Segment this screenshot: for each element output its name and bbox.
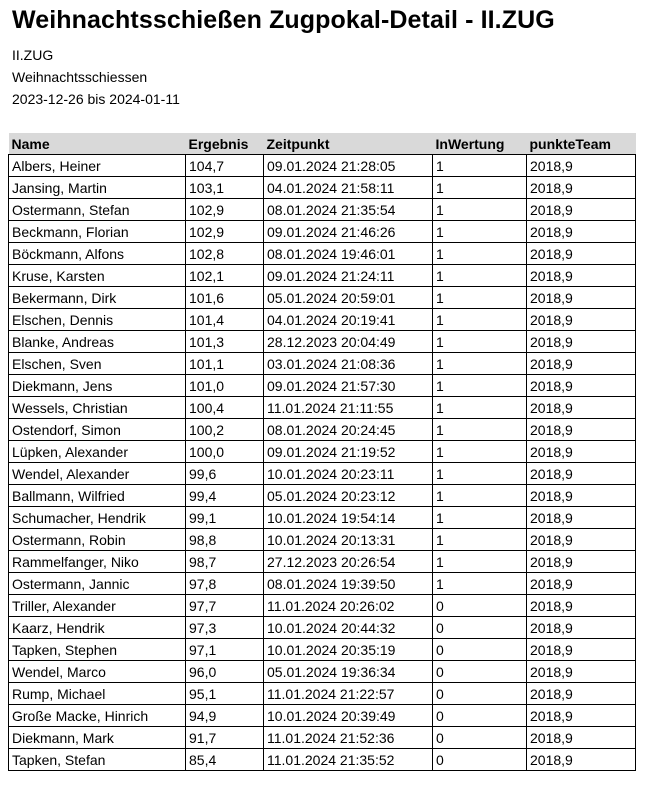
- inwertung-cell: 1: [433, 375, 527, 397]
- ergebnis-cell: 102,8: [186, 243, 264, 265]
- punkteteam-cell: 2018,9: [527, 265, 636, 287]
- zeitpunkt-cell: 09.01.2024 21:28:05: [264, 155, 433, 177]
- zeitpunkt-cell: 11.01.2024 21:35:52: [264, 749, 433, 771]
- table-row: [9, 507, 636, 529]
- table-row: [9, 617, 636, 639]
- zeitpunkt-cell: 10.01.2024 20:23:11: [264, 463, 433, 485]
- zeitpunkt-cell: 08.01.2024 20:24:45: [264, 419, 433, 441]
- punkteteam-cell: 2018,9: [527, 221, 636, 243]
- ergebnis-cell: 102,9: [186, 221, 264, 243]
- punkteteam-cell: 2018,9: [527, 661, 636, 683]
- punkteteam-cell: 2018,9: [527, 419, 636, 441]
- ergebnis-cell: 103,1: [186, 177, 264, 199]
- name-cell: Rump, Michael: [9, 683, 186, 705]
- table-row: [9, 221, 636, 243]
- inwertung-cell: 1: [433, 177, 527, 199]
- punkteteam-cell: 2018,9: [527, 595, 636, 617]
- ergebnis-cell: 97,7: [186, 595, 264, 617]
- ergebnis-cell: 101,4: [186, 309, 264, 331]
- zeitpunkt-cell: 05.01.2024 20:23:12: [264, 485, 433, 507]
- punkteteam-cell: 2018,9: [527, 353, 636, 375]
- ergebnis-cell: 85,4: [186, 749, 264, 771]
- punkteteam-cell: 2018,9: [527, 727, 636, 749]
- punkteteam-cell: 2018,9: [527, 749, 636, 771]
- zeitpunkt-cell: 11.01.2024 21:52:36: [264, 727, 433, 749]
- punkteteam-cell: 2018,9: [527, 309, 636, 331]
- header-zeitpunkt: Zeitpunkt: [264, 133, 433, 155]
- inwertung-cell: 1: [433, 309, 527, 331]
- ergebnis-cell: 101,3: [186, 331, 264, 353]
- table-row: [9, 573, 636, 595]
- table-row: [9, 199, 636, 221]
- zeitpunkt-cell: 10.01.2024 19:54:14: [264, 507, 433, 529]
- table-row: [9, 243, 636, 265]
- name-cell: Wessels, Christian: [9, 397, 186, 419]
- ergebnis-cell: 101,6: [186, 287, 264, 309]
- zeitpunkt-cell: 10.01.2024 20:13:31: [264, 529, 433, 551]
- punkteteam-cell: 2018,9: [527, 639, 636, 661]
- name-cell: Tapken, Stephen: [9, 639, 186, 661]
- zeitpunkt-cell: 09.01.2024 21:24:11: [264, 265, 433, 287]
- table-row: [9, 441, 636, 463]
- header-inwertung: InWertung: [433, 133, 527, 155]
- table-row: [9, 661, 636, 683]
- name-cell: Lüpken, Alexander: [9, 441, 186, 463]
- inwertung-cell: 1: [433, 155, 527, 177]
- zeitpunkt-cell: 08.01.2024 19:46:01: [264, 243, 433, 265]
- header-ergebnis: Ergebnis: [186, 133, 264, 155]
- page-title: Weihnachtsschießen Zugpokal-Detail - II.ZUG: [12, 6, 555, 34]
- table-row: [9, 155, 636, 177]
- punkteteam-cell: 2018,9: [527, 485, 636, 507]
- punkteteam-cell: 2018,9: [527, 243, 636, 265]
- table-row: [9, 309, 636, 331]
- ergebnis-cell: 100,2: [186, 419, 264, 441]
- zeitpunkt-cell: 10.01.2024 20:39:49: [264, 705, 433, 727]
- zeitpunkt-cell: 28.12.2023 20:04:49: [264, 331, 433, 353]
- inwertung-cell: 0: [433, 661, 527, 683]
- table-row: [9, 727, 636, 749]
- name-cell: Blanke, Andreas: [9, 331, 186, 353]
- inwertung-cell: 0: [433, 705, 527, 727]
- header-name: Name: [9, 133, 186, 155]
- ergebnis-cell: 97,8: [186, 573, 264, 595]
- punkteteam-cell: 2018,9: [527, 617, 636, 639]
- zeitpunkt-cell: 04.01.2024 20:19:41: [264, 309, 433, 331]
- name-cell: Ostermann, Jannic: [9, 573, 186, 595]
- ergebnis-cell: 101,0: [186, 375, 264, 397]
- punkteteam-cell: 2018,9: [527, 331, 636, 353]
- ergebnis-cell: 98,7: [186, 551, 264, 573]
- name-cell: Jansing, Martin: [9, 177, 186, 199]
- results-table: [8, 133, 636, 771]
- table-row: [9, 353, 636, 375]
- name-cell: Bekermann, Dirk: [9, 287, 186, 309]
- zeitpunkt-cell: 10.01.2024 20:35:19: [264, 639, 433, 661]
- inwertung-cell: 1: [433, 551, 527, 573]
- inwertung-cell: 1: [433, 221, 527, 243]
- inwertung-cell: 0: [433, 727, 527, 749]
- zeitpunkt-cell: 04.01.2024 21:58:11: [264, 177, 433, 199]
- zeitpunkt-cell: 09.01.2024 21:57:30: [264, 375, 433, 397]
- ergebnis-cell: 100,4: [186, 397, 264, 419]
- name-cell: Triller, Alexander: [9, 595, 186, 617]
- zug-label: II.ZUG: [12, 47, 54, 63]
- table-row: [9, 463, 636, 485]
- zeitpunkt-cell: 10.01.2024 20:44:32: [264, 617, 433, 639]
- inwertung-cell: 1: [433, 265, 527, 287]
- event-label: Weihnachtsschiessen: [12, 69, 148, 85]
- inwertung-cell: 1: [433, 529, 527, 551]
- zeitpunkt-cell: 27.12.2023 20:26:54: [264, 551, 433, 573]
- name-cell: Wendel, Marco: [9, 661, 186, 683]
- table-row: [9, 397, 636, 419]
- zeitpunkt-cell: 03.01.2024 21:08:36: [264, 353, 433, 375]
- table-row: [9, 529, 636, 551]
- name-cell: Rammelfanger, Niko: [9, 551, 186, 573]
- punkteteam-cell: 2018,9: [527, 529, 636, 551]
- inwertung-cell: 0: [433, 595, 527, 617]
- ergebnis-cell: 99,1: [186, 507, 264, 529]
- ergebnis-cell: 98,8: [186, 529, 264, 551]
- ergebnis-cell: 97,1: [186, 639, 264, 661]
- name-cell: Elschen, Sven: [9, 353, 186, 375]
- name-cell: Tapken, Stefan: [9, 749, 186, 771]
- ergebnis-cell: 99,4: [186, 485, 264, 507]
- punkteteam-cell: 2018,9: [527, 507, 636, 529]
- ergebnis-cell: 97,3: [186, 617, 264, 639]
- name-cell: Große Macke, Hinrich: [9, 705, 186, 727]
- inwertung-cell: 1: [433, 243, 527, 265]
- name-cell: Ostendorf, Simon: [9, 419, 186, 441]
- zeitpunkt-cell: 09.01.2024 21:46:26: [264, 221, 433, 243]
- ergebnis-cell: 96,0: [186, 661, 264, 683]
- punkteteam-cell: 2018,9: [527, 683, 636, 705]
- table-row: [9, 705, 636, 727]
- name-cell: Diekmann, Jens: [9, 375, 186, 397]
- zeitpunkt-cell: 08.01.2024 19:39:50: [264, 573, 433, 595]
- punkteteam-cell: 2018,9: [527, 177, 636, 199]
- name-cell: Albers, Heiner: [9, 155, 186, 177]
- punkteteam-cell: 2018,9: [527, 705, 636, 727]
- table-header-row: [9, 133, 636, 155]
- ergebnis-cell: 102,1: [186, 265, 264, 287]
- ergebnis-cell: 99,6: [186, 463, 264, 485]
- inwertung-cell: 1: [433, 287, 527, 309]
- name-cell: Wendel, Alexander: [9, 463, 186, 485]
- table-row: [9, 265, 636, 287]
- table-row: [9, 485, 636, 507]
- punkteteam-cell: 2018,9: [527, 375, 636, 397]
- zeitpunkt-cell: 11.01.2024 21:11:55: [264, 397, 433, 419]
- header-punkteteam: punkteTeam: [527, 133, 636, 155]
- zeitpunkt-cell: 05.01.2024 19:36:34: [264, 661, 433, 683]
- inwertung-cell: 1: [433, 331, 527, 353]
- ergebnis-cell: 104,7: [186, 155, 264, 177]
- table-row: [9, 551, 636, 573]
- inwertung-cell: 1: [433, 397, 527, 419]
- zeitpunkt-cell: 05.01.2024 20:59:01: [264, 287, 433, 309]
- table-row: [9, 331, 636, 353]
- name-cell: Elschen, Dennis: [9, 309, 186, 331]
- inwertung-cell: 1: [433, 507, 527, 529]
- punkteteam-cell: 2018,9: [527, 441, 636, 463]
- table-row: [9, 749, 636, 771]
- name-cell: Schumacher, Hendrik: [9, 507, 186, 529]
- punkteteam-cell: 2018,9: [527, 199, 636, 221]
- name-cell: Böckmann, Alfons: [9, 243, 186, 265]
- zeitpunkt-cell: 11.01.2024 21:22:57: [264, 683, 433, 705]
- inwertung-cell: 1: [433, 419, 527, 441]
- zeitpunkt-cell: 11.01.2024 20:26:02: [264, 595, 433, 617]
- table-row: [9, 639, 636, 661]
- punkteteam-cell: 2018,9: [527, 551, 636, 573]
- table-row: [9, 419, 636, 441]
- name-cell: Kruse, Karsten: [9, 265, 186, 287]
- ergebnis-cell: 101,1: [186, 353, 264, 375]
- inwertung-cell: 1: [433, 353, 527, 375]
- punkteteam-cell: 2018,9: [527, 397, 636, 419]
- punkteteam-cell: 2018,9: [527, 573, 636, 595]
- table-row: [9, 287, 636, 309]
- inwertung-cell: 1: [433, 573, 527, 595]
- ergebnis-cell: 95,1: [186, 683, 264, 705]
- table-body: [9, 155, 636, 771]
- name-cell: Ballmann, Wilfried: [9, 485, 186, 507]
- punkteteam-cell: 2018,9: [527, 287, 636, 309]
- punkteteam-cell: 2018,9: [527, 463, 636, 485]
- inwertung-cell: 1: [433, 463, 527, 485]
- ergebnis-cell: 100,0: [186, 441, 264, 463]
- table-row: [9, 595, 636, 617]
- table-row: [9, 375, 636, 397]
- zeitpunkt-cell: 09.01.2024 21:19:52: [264, 441, 433, 463]
- name-cell: Kaarz, Hendrik: [9, 617, 186, 639]
- ergebnis-cell: 94,9: [186, 705, 264, 727]
- table-row: [9, 683, 636, 705]
- inwertung-cell: 1: [433, 485, 527, 507]
- ergebnis-cell: 102,9: [186, 199, 264, 221]
- name-cell: Diekmann, Mark: [9, 727, 186, 749]
- inwertung-cell: 1: [433, 441, 527, 463]
- inwertung-cell: 1: [433, 199, 527, 221]
- inwertung-cell: 0: [433, 683, 527, 705]
- ergebnis-cell: 91,7: [186, 727, 264, 749]
- name-cell: Beckmann, Florian: [9, 221, 186, 243]
- zeitpunkt-cell: 08.01.2024 21:35:54: [264, 199, 433, 221]
- inwertung-cell: 0: [433, 749, 527, 771]
- name-cell: Ostermann, Robin: [9, 529, 186, 551]
- inwertung-cell: 0: [433, 617, 527, 639]
- name-cell: Ostermann, Stefan: [9, 199, 186, 221]
- table-row: [9, 177, 636, 199]
- punkteteam-cell: 2018,9: [527, 155, 636, 177]
- inwertung-cell: 0: [433, 639, 527, 661]
- period-label: 2023-12-26 bis 2024-01-11: [12, 91, 180, 107]
